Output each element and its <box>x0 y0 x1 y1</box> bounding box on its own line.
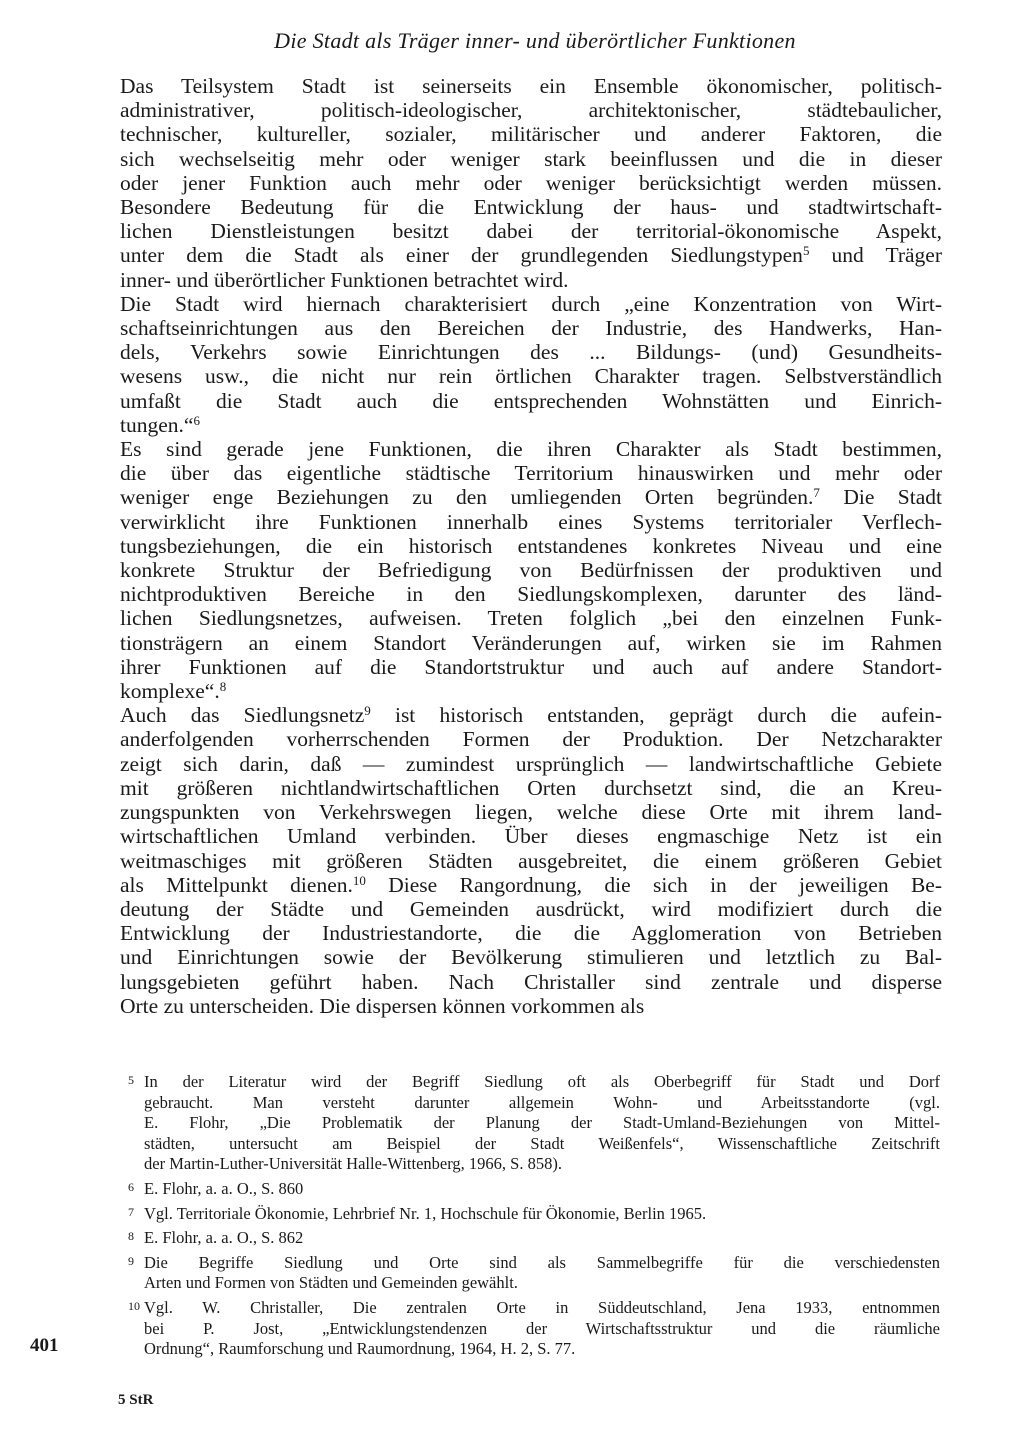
footnote-line: Ordnung“, Raumforschung und Raumordnung, 1964, H. 2, S. 77. <box>144 1339 576 1359</box>
body-text <box>120 74 942 1018</box>
footnote-line: E. Flohr, „Die Problematik der Planung der Stadt-Umland-Beziehungen von Mittel- <box>144 1113 940 1133</box>
footnote-number: 9 <box>128 1253 134 1268</box>
text-line: Es sind gerade jene Funktionen, die ihren Charakter als Stadt bestimmen, <box>120 437 942 462</box>
text-line <box>120 243 942 267</box>
text-line <box>120 485 942 509</box>
text-segment: komplexe“. <box>120 679 220 704</box>
text-line: wirtschaftlichen Umland verbinden. Über dieses engmaschige Netz ist ein <box>120 824 942 849</box>
footnote-ref: 8 <box>219 679 227 695</box>
text-line: zeigt sich darin, daß — zumindest ursprünglich — landwirtschaftliche Gebiete <box>120 751 942 776</box>
text-line: lichen Dienstleistungen besitzt dabei der territorial-ökonomische Aspekt, <box>120 219 942 244</box>
text-line: sich wechselseitig mehr oder weniger stark beeinflussen und die in dieser <box>120 146 942 171</box>
footnote-number: 5 <box>128 1073 134 1087</box>
footnote-line: Vgl. W. Christaller, Die zentralen Orte in Süddeutschland, Jena 1933, entnommen <box>144 1297 940 1317</box>
footnote-9 <box>128 1253 940 1294</box>
text-segment: unter dem die Stadt als einer der grundlegenden Siedlungstypen <box>120 243 803 268</box>
text-line: Besondere Bedeutung für die Entwicklung der haus- und stadtwirtschaft- <box>120 195 942 220</box>
text-line: wesens usw., die nicht nur rein örtlichen Charakter tragen. Selbstverständlich <box>120 364 942 389</box>
footnote-number: 6 <box>128 1179 134 1194</box>
text-line: nichtproduktiven Bereiche in den Siedlungskomplexen, darunter des länd- <box>120 582 942 607</box>
footnote-number: 7 <box>128 1204 134 1219</box>
text-line: lungsgebieten geführt haben. Nach Christaller sind zentrale und disperse <box>120 969 942 994</box>
footnote-line: gebraucht. Man versteht darunter allgemein Wohn- und Arbeitsstandorte (vgl. <box>144 1092 940 1112</box>
text-line: und Einrichtungen sowie der Bevölkerung stimulieren und letztlich zu Bal- <box>120 945 942 970</box>
footnote-line: Die Begriffe Siedlung und Orte sind als Sammelbegriffe für die verschiedensten <box>144 1252 940 1272</box>
footnote-number: 8 <box>128 1229 134 1244</box>
footnote-line: Arten und Formen von Städten und Gemeinden gewählt. <box>144 1273 518 1293</box>
text-segment: und Träger <box>809 243 942 268</box>
paragraph-4 <box>120 703 942 1018</box>
footnote-ref: 5 <box>802 243 810 259</box>
footnote-8 <box>128 1228 940 1249</box>
footnote-line: städten, untersucht am Beispiel der Stadt Weißenfels“, Wissenschaftliche Zeitschrift <box>144 1133 940 1153</box>
text-line: zungspunkten von Verkehrswegen liegen, welche diese Orte mit ihrem land- <box>120 800 942 825</box>
text-line: weitmaschiges mit größeren Städten ausgebreitet, die einem größeren Gebiet <box>120 848 942 873</box>
footnote-ref: 9 <box>364 703 371 719</box>
text-line: inner- und überörtlicher Funktionen betrachtet wird. <box>120 267 569 292</box>
footnote-ref: 10 <box>352 872 366 888</box>
text-segment: Auch das Siedlungsnetz <box>120 703 365 728</box>
footnote-ref: 6 <box>193 412 200 428</box>
footnote-5 <box>128 1072 940 1175</box>
footnote-number: 10 <box>128 1298 140 1313</box>
text-line: technischer, kultureller, sozialer, militärischer und anderer Faktoren, die <box>120 122 942 147</box>
text-line: schaftseinrichtungen aus den Bereichen der Industrie, des Handwerks, Han- <box>120 316 942 341</box>
text-segment: Die Stadt <box>819 485 942 510</box>
text-line <box>120 703 942 727</box>
text-line: tionsträgern an einem Standort Veränderungen auf, wirken sie im Rahmen <box>120 630 942 655</box>
text-line: lichen Siedlungsnetzes, aufweisen. Treten folglich „bei den einzelnen Funk- <box>120 606 942 631</box>
paragraph-2 <box>120 292 942 437</box>
text-line: mit größeren nichtlandwirtschaftlichen Orten durchsetzt sind, die an Kreu- <box>120 775 942 800</box>
footnote-line: In der Literatur wird der Begriff Siedlung oft als Oberbegriff für Stadt und Dorf <box>144 1072 940 1091</box>
text-line: Entwicklung der Industriestandorte, die die Agglomeration von Betrieben <box>120 921 942 946</box>
footnote-7 <box>128 1204 940 1225</box>
text-line: oder jener Funktion auch mehr oder weniger berücksichtigt werden müssen. <box>120 170 942 195</box>
text-line: anderfolgenden vorherrschenden Formen der Produktion. Der Netzcharakter <box>120 727 942 752</box>
running-head: Die Stadt als Träger inner- und überörtlicher Funktionen <box>274 28 796 53</box>
text-line: umfaßt die Stadt auch die entsprechenden Wohnstätten und Einrich- <box>120 388 942 413</box>
text-line: deutung der Städte und Gemeinden ausdrückt, wird modifiziert durch die <box>120 896 942 921</box>
text-line: ihrer Funktionen auf die Standortstruktur und auch auf andere Standort- <box>120 654 942 679</box>
footnote-line: Vgl. Territoriale Ökonomie, Lehrbrief Nr. 1, Hochschule für Ökonomie, Berlin 1965. <box>144 1203 707 1223</box>
text-segment: tungen.“ <box>120 412 194 437</box>
footnote-line: E. Flohr, a. a. O., S. 862 <box>144 1228 304 1248</box>
paragraph-1 <box>120 74 942 292</box>
text-line: die über das eigentliche städtische Territorium hinauswirken und mehr oder <box>120 461 942 486</box>
text-line: Orte zu unterscheiden. Die dispersen können vorkommen als <box>120 993 645 1018</box>
paragraph-3 <box>120 437 942 703</box>
footnote-line: der Martin-Luther-Universität Halle-Wittenberg, 1966, S. 858). <box>144 1154 562 1174</box>
text-line: tungsbeziehungen, die ein historisch entstandenes konkretes Niveau und eine <box>120 533 942 558</box>
text-line: verwirklicht ihre Funktionen innerhalb eines Systems territorialer Verflech- <box>120 509 942 534</box>
text-segment: Diese Rangordnung, die sich in der jeweiligen Be- <box>365 872 942 897</box>
text-segment: weniger enge Beziehungen zu den umliegenden Orten begründen. <box>120 485 814 510</box>
printer-signature: 5 StR <box>118 1392 154 1408</box>
text-segment: ist historisch entstanden, geprägt durch die aufein- <box>370 703 942 728</box>
text-line: konkrete Struktur der Befriedigung von Bedürfnissen der produktiven und <box>120 558 942 583</box>
text-line: Das Teilsystem Stadt ist seinerseits ein Ensemble ökonomischer, politisch- <box>120 74 942 98</box>
footnote-ref: 7 <box>813 485 820 501</box>
text-line <box>120 413 942 437</box>
text-segment: als Mittelpunkt dienen. <box>120 872 353 897</box>
footnote-10 <box>128 1298 940 1360</box>
footnote-line: bei P. Jost, „Entwicklungstendenzen der Wirtschaftsstruktur und die räumliche <box>144 1318 940 1338</box>
footnote-line: E. Flohr, a. a. O., S. 860 <box>144 1178 304 1198</box>
text-line <box>120 679 942 703</box>
footnotes <box>128 1072 940 1364</box>
footnote-6 <box>128 1179 940 1200</box>
text-line: dels, Verkehrs sowie Einrichtungen des ... Bildungs- (und) Gesundheits- <box>120 340 942 365</box>
text-line: Die Stadt wird hiernach charakterisiert durch „eine Konzentration von Wirt- <box>120 291 942 316</box>
text-line <box>120 873 942 897</box>
text-line: administrativer, politisch-ideologischer, architektonischer, städtebaulicher, <box>120 98 942 123</box>
page-number: 401 <box>30 1335 59 1356</box>
